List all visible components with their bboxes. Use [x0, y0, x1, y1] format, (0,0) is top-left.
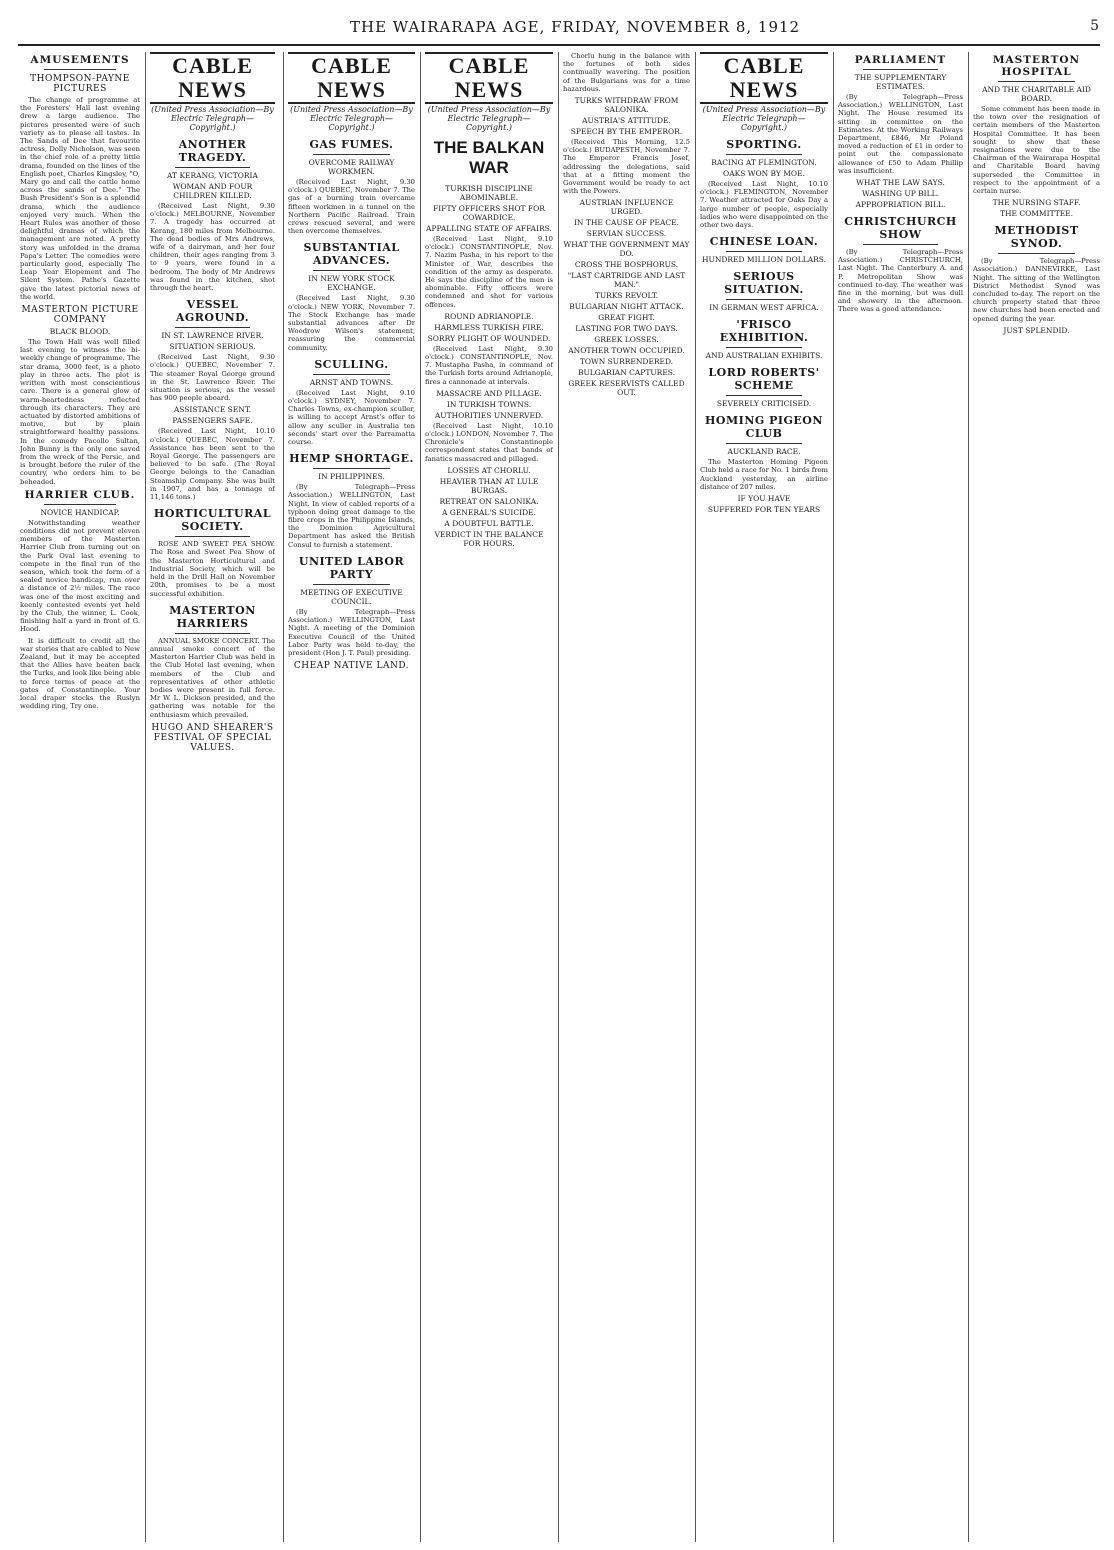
heading-rule [863, 244, 938, 245]
press-credit: (United Press Association—By Electric Telegraph—Copyright.) [702, 105, 826, 132]
article-heading: SPORTING. [726, 138, 802, 151]
article-text [563, 52, 690, 93]
article-heading: AUSTRIAN INFLUENCE URGED. [579, 198, 674, 217]
article-text [288, 483, 415, 549]
press-credit: (United Press Association—By Electric Telegraph—Copyright.) [151, 105, 274, 132]
article-text [20, 637, 140, 711]
article-text [425, 422, 553, 463]
article-text [288, 608, 415, 657]
article-heading: THE NURSING STAFF. [992, 198, 1081, 208]
cable-news-heading: CABLE NEWS [700, 52, 828, 104]
article-heading: FIFTY OFFICERS SHOT FOR COWARDICE. [433, 204, 545, 222]
article-text [20, 338, 140, 486]
article-heading: "LAST CARTRIDGE AND LAST MAN." [567, 271, 686, 290]
article-heading: SUFFERED FOR TEN YEARS [707, 505, 821, 515]
column-6 [700, 52, 828, 1542]
article-text [150, 540, 275, 597]
article-paragraph: (Received Last Night, 9.10 o'clock.) SYDNEY, November 7. Charles Towns, ex-champion sculler, is willing to accept Arnst's offer to allow any sculler in Australia ten seconds' start over the Parramatta course. [288, 388, 415, 447]
article-paragraph: (Received This Morning, 12.5 o'clock.) BUDAPESTH, November 7. The Emperor Francis Josef, addressing the delegations, said that at a fitting moment the Government would be ready to act with the Powers. [563, 138, 690, 196]
heading-rule [313, 154, 389, 155]
article-heading: APPALLING STATE OF AFFAIRS. [426, 224, 552, 233]
article-heading: TURKS WITHDRAW FROM SALONIKA. [574, 96, 679, 115]
column-8 [973, 52, 1100, 1542]
article-heading: SORRY PLIGHT OF WOUNDED. [427, 333, 551, 343]
article-text [288, 389, 415, 446]
heading-rule [726, 251, 803, 252]
article-heading: LASTING FOR TWO DAYS. [575, 324, 678, 334]
heading-rule [44, 504, 116, 505]
article-heading: ROUND ADRIANOPLE. [444, 311, 534, 321]
cable-news-heading: CABLE NEWS [150, 52, 275, 104]
heading-rule [726, 443, 803, 444]
column-divider [695, 52, 696, 1542]
column-divider [558, 52, 559, 1542]
article-heading: ANOTHER TRAGEDY. [178, 138, 247, 164]
article-text [838, 93, 963, 175]
article-heading: AND AUSTRALIAN EXHIBITS. [705, 351, 823, 361]
article-heading: SERVIAN SUCCESS. [586, 229, 667, 239]
heading-rule [175, 167, 250, 168]
article-heading: CHINESE LOAN. [709, 235, 819, 249]
press-credit: (United Press Association—By Electric Telegraph—Copyright.) [427, 105, 551, 132]
article-heading: CROSS THE BOSPHORUS. [574, 260, 679, 270]
article-paragraph: (Received Last Night, 10.10 o'clock.) FLEMINGTON, November 7. Weather attracted for Oaks Day a large number of people, especially ladies who were disappointed on the other two days. [700, 180, 828, 230]
heading-rule [998, 253, 1074, 254]
column-3 [288, 52, 415, 1542]
heading-rule [175, 536, 250, 537]
article-heading: PASSENGERS SAFE. [172, 416, 253, 426]
article-heading: AUSTRIA'S ATTITUDE. [582, 116, 671, 126]
heading-rule [313, 270, 389, 271]
article-heading: RETREAT ON SALONIKA. [439, 496, 539, 506]
article-heading: BULGARIAN NIGHT ATTACK. [569, 302, 684, 312]
article-heading: SERIOUS SITUATION. [724, 270, 804, 297]
article-heading: SPEECH BY THE EMPEROR. [570, 127, 683, 137]
article-heading: IN PHILIPPINES. [318, 472, 385, 482]
article-heading: HUNDRED MILLION DOLLARS. [701, 255, 827, 265]
article-text [150, 353, 275, 402]
article-heading: MASSACRE AND PILLAGE. [436, 388, 542, 398]
article-heading: GREEK RESERVISTS CALLED OUT. [568, 379, 685, 398]
article-heading: 'FRISCO EXHIBITION. [719, 318, 809, 345]
article-heading: WOMAN AND FOUR CHILDREN KILLED. [172, 182, 253, 200]
article-heading: IF YOU HAVE [737, 494, 791, 504]
article-paragraph: The Town Hall was well filled last evening to witness the bi-weekly change of programme. The star drama, 3000 feet, is a photo play in three acts. The plot is written with most conscientious care. There is a general glow of warm-heartedness reflected through its characters. They are actuated by distorted ambitions of motive, but by plain straightforward healthy passions. In the comedy Pacollo Sultan, John Bunny is the only one saved from the wreck of the Persic, and is brought before the ruler of the country, who orders him to be beheaded. [20, 338, 140, 486]
article-heading: MASTERTON PICTURE COMPANY [21, 305, 139, 326]
article-paragraph: The change of programme at the Foresters' Hall last evening drew a large audience. The pictures presented were of such variety as to please all tastes. In The Sands of Dee that favourite actress, Dolly Nicholson, was seen in the chief role of a pretty little drama, founded on the lines of the English poet, Charles Kingsley, "O, Mary go and call the cattle home across the sands of Dee." The Bush President's Son is a splendid drama, which the audience enjoyed very much. When the Heart Rules was another of those delightful dramas of which the management are noted. A pretty story was unfolded in the drama Papa's Letter. The comedies were particularly good, especially The Leap Year Elopement and The Silent System. Pathe's Gazette gave the latest pictorial news of the world. [20, 96, 140, 301]
press-credit: (United Press Association—By Electric Telegraph—Copyright.) [290, 105, 413, 132]
article-heading: VERDICT IN THE BALANCE FOR HOURS. [434, 529, 544, 548]
article-text [973, 257, 1100, 323]
article-heading: HARRIER CLUB. [24, 488, 136, 501]
article-heading: A GENERAL'S SUICIDE. [442, 507, 536, 517]
article-heading: AUTHORITIES UNNERVED. [434, 410, 544, 420]
article-text [150, 637, 275, 719]
article-paragraph: (Received Last Night, 10.10 o'clock.) QUEBEC, November 7. Assistance has been sent to the Royal George. The passengers are believed to be safe. (The Royal George belongs to the Canadian Steamship Company. She was built in 1907, and has a tonnage of 11,146 tons.) [150, 427, 275, 502]
article-paragraph: (By Telegraph—Press Association.) WELLINGTON, Last Night. In view of cabled reports of a typhoon doing great damage to the fibre crops in the Philippine Islands, the Dominion Agricultural Department has asked the British Consul to furnish a statement. [288, 483, 415, 549]
masthead-title: THE WAIRARAPA AGE, FRIDAY, NOVEMBER 8, 1912 [350, 18, 801, 36]
article-heading: MEETING OF EXECUTIVE COUNCIL. [300, 587, 403, 606]
article-heading: BLACK BLOOD. [49, 327, 111, 337]
article-paragraph: Notwithstanding weather conditions did not prevent eleven members of the Masterton Harrier Club from turning out on the Park Oval last evening to compete in the final run of the season, which took the form of a sealed novice handicap, run over a distance of 2½ miles. The race was one of the most exciting and keenly contested events yet held by the Club, the winner, L. Cook, finishing half a yard in front of G. Hood. [20, 518, 140, 634]
column-divider [968, 52, 969, 1542]
article-text [150, 427, 275, 501]
heading-rule [313, 374, 389, 375]
article-heading: AMUSEMENTS [30, 54, 130, 66]
cable-news-heading: CABLE NEWS [288, 52, 415, 104]
heading-rule [726, 395, 803, 396]
article-paragraph: (By Telegraph—Press Association.) WELLINGTON, Last Night. The House resumed its sitting in committee on the Estimates. At the Working Railways Department, £846, Mr Poland moved a reduction of £1 in order to point out the compassionate allowance of £50 to Adam Phillip was insufficient. [838, 93, 963, 175]
article-heading: JUST SPLENDID. [1003, 325, 1070, 335]
column-2 [150, 52, 275, 1542]
article-heading: OVERCOME RAILWAY WORKMEN. [308, 158, 395, 176]
article-text [700, 458, 828, 491]
article-text [838, 248, 963, 314]
article-heading: ASSISTANCE SENT. [173, 405, 252, 415]
article-heading: TURKS REVOLT. [594, 291, 659, 301]
article-text [288, 294, 415, 351]
article-paragraph: (By Telegraph—Press Association.) WELLINGTON, Last Night. A meeting of the Dominion Executive Council of the United Labor Party was held to-day, the president (Hon J. T. Paul) presiding. [288, 607, 415, 657]
article-text [20, 96, 140, 301]
heading-rule [44, 69, 116, 70]
heading-rule [726, 347, 803, 348]
article-heading: A DOUBTFUL BATTLE. [444, 518, 534, 528]
article-heading: NOVICE HANDICAP. [40, 507, 120, 517]
column-1 [20, 52, 140, 1542]
masthead-rule [18, 44, 1100, 46]
article-heading: TURKISH DISCIPLINE ABOMINABLE. [445, 184, 533, 202]
article-paragraph: (Received Last Night, 9.30 o'clock.) MELBOURNE, November 7. A tragedy has occurred at Kerang, 180 miles from Melbourne. The dead bodies of Mrs Andrews, wife of a dairyman, and her four children, their ages ranging from 3 to 9 years, were found in a bedroom. The body of Mr Andrews was found in the kitchen, shot through the heart. [150, 202, 275, 293]
article-heading: AND THE CHARITABLE AID BOARD. [982, 85, 1091, 103]
article-heading: ARNST AND TOWNS. [309, 377, 394, 387]
article-paragraph: (Received Last Night, 10.10 o'clock.) LONDON, November 7. The Chronicle's Constantinople correspondent states that bands of fanatics massacred and pillaged. [425, 421, 553, 463]
article-text [563, 138, 690, 195]
article-text [973, 105, 1100, 195]
article-heading: IN TURKISH TOWNS. [446, 399, 532, 409]
column-4 [425, 52, 553, 1542]
masthead [20, 16, 1100, 38]
column-divider [833, 52, 834, 1542]
column-divider [283, 52, 284, 1542]
heading-rule [863, 69, 938, 70]
article-heading: LORD ROBERTS' SCHEME [708, 366, 820, 393]
article-heading: HARMLESS TURKISH FIRE. [434, 322, 544, 332]
article-heading: HEMP SHORTAGE. [289, 452, 414, 466]
column-divider [420, 52, 421, 1542]
article-heading: PARLIAMENT [854, 54, 947, 66]
article-heading: HUGO AND SHEARER'S FESTIVAL OF SPECIAL VALUES. [151, 722, 274, 753]
column-7 [838, 52, 963, 1542]
article-heading: WHAT THE LAW SAYS. [856, 178, 945, 188]
article-heading: IN THE CAUSE OF PEACE. [573, 218, 680, 228]
heading-rule [998, 81, 1074, 82]
article-paragraph: The Masterton Homing Pigeon Club held a race for No. 1 birds from Auckland yesterday, an airline distance of 207 miles. [700, 458, 828, 491]
page-number: 5 [1090, 18, 1100, 34]
column-divider [145, 52, 146, 1542]
article-paragraph: (Received Last Night, 9.30 o'clock.) QUEBEC, November 7. The steamer Royal George ground in the St. Lawrence River. The situation is serious, as the vessel has 900 people aboard. [150, 353, 275, 403]
heading-rule [175, 633, 250, 634]
article-heading: THE SUPPLEMENTARY ESTIMATES. [854, 73, 947, 91]
column-5 [563, 52, 690, 1542]
heading-rule [726, 154, 803, 155]
article-heading: ANOTHER TOWN OCCUPIED. [568, 346, 685, 356]
article-heading: AUCKLAND RACE. [727, 447, 801, 457]
article-paragraph: (Received Last Night, 9.30 o'clock.) NEW YORK, November 7. The Stock Exchange has made substantial advances after Dr Woodrow Wilson's statement, reassuring the commercial community. [288, 294, 415, 352]
article-paragraph: (Received Last Night, 9.30 o'clock.) QUEBEC, November 7. The gas of a burning train overcame fifteen workmen in a tunnel on the Northern Pacific Railroad. Train crews rescued several, and were then overcome themselves. [288, 178, 415, 236]
article-heading: IN NEW YORK STOCK EXCHANGE. [308, 274, 395, 293]
article-paragraph: (By Telegraph—Press Association.) DANNEVIRKE, Last Night. The sitting of the Wellington District Methodist Synod was concluded to-day. The report on the church property stated that three new churches had been erected and opened during the year. [973, 257, 1100, 323]
article-heading: METHODIST SYNOD. [994, 224, 1079, 251]
article-heading: WASHING UP BILL. [862, 189, 939, 199]
article-paragraph: It is difficult to credit all the war stories that are cabled to New Zealand, but it may be accepted that the Allies have beaten back the Turks, and look like being able to force terms of peace at the gates of Constantinople. Your local draper stocks the Ruslyn wedding ring, Try one. [20, 636, 140, 711]
article-heading: IN GERMAN WEST AFRICA. [709, 303, 819, 313]
article-text [288, 178, 415, 235]
article-paragraph: Chorlu hung in the balance with the fortunes of both sides continually wavering. The position of the Bulgarians was for a time hazardous. [563, 52, 690, 93]
heading-rule [175, 327, 250, 328]
article-heading: GREEK LOSSES. [594, 335, 659, 345]
article-heading: MASTERTON HARRIERS [169, 603, 256, 630]
article-heading: WHAT THE GOVERNMENT MAY DO. [563, 240, 690, 259]
article-heading: CHRISTCHURCH SHOW [844, 215, 957, 242]
article-heading: SEVERELY CRITICISED. [716, 399, 812, 409]
article-heading: THE COMMITTEE. [999, 209, 1074, 219]
article-heading: RACING AT FLEMINGTON. [711, 158, 817, 167]
article-heading: SITUATION SERIOUS. [169, 342, 256, 352]
heading-rule [313, 468, 389, 469]
article-heading: BULGARIAN CAPTURES. [577, 368, 676, 378]
article-heading: GREAT FIGHT. [598, 313, 655, 323]
article-heading: HEAVIER THAN AT LULE BURGAS. [439, 476, 539, 495]
article-heading: MASTERTON HOSPITAL [992, 54, 1081, 78]
article-heading: OAKS WON BY MOE. [723, 169, 805, 178]
article-heading: THOMPSON-PAYNE PICTURES [30, 74, 130, 94]
cable-news-heading: CABLE NEWS [425, 52, 553, 104]
article-heading: VESSEL AGROUND. [175, 298, 250, 325]
article-heading: UNITED LABOR PARTY [298, 554, 405, 581]
article-paragraph: (By Telegraph—Press Association.) CHRISTCHURCH, Last Night. The Canterbury A. and P. Metropolitan Show was continued to-day. The weather was fine in the morning, but was dull and showery in the afternoon. There was a good attendance. [838, 248, 963, 314]
article-text [150, 202, 275, 292]
article-paragraph: Some comment has been made in the town over the resignation of certain members of the Masterton Hospital Committee. It has been sought to show that these resignations were due to the Chairman of the Wairarapa Hospital and Charitable Board having superseded the Committee in respect to the appointment of a certain nurse. [973, 105, 1100, 196]
article-paragraph: (Received Last Night, 9.10 o'clock.) CONSTANTINOPLE, Nov. 7. Nazim Pasha, in his report to the Minister of War, describes the condition of the army as desperate. He says the discipline of the men is abominable. Fifty officers were condemned and shot for various offences. [425, 235, 553, 309]
article-paragraph: ANNUAL SMOKE CONCERT. The annual smoke concert of the Masterton Harrier Club was held in the Club Hotel last evening, when members of the Club and representatives of other athletic bodies were present in full force. Mr W. L. Dickson presided, and the gathering was notable for the enthusiasm which prevailed. [150, 636, 275, 719]
article-heading: HORTICULTURAL SOCIETY. [153, 507, 272, 534]
article-text [425, 235, 553, 309]
article-paragraph: ROSE AND SWEET PEA SHOW. The Rose and Sweet Pea Show of the Masterton Horticultural and Industrial Society, which will be held in the Drill Hall on November 20th, promises to be a most successful exhibition. [150, 540, 275, 598]
article-text [700, 180, 828, 229]
article-text [425, 345, 553, 386]
article-heading: TOWN SURRENDERED. [579, 357, 674, 367]
article-heading: CHEAP NATIVE LAND. [293, 661, 410, 672]
heading-rule [313, 584, 389, 585]
article-heading: SCULLING. [314, 357, 389, 371]
article-heading: LOSSES AT CHORLU. [447, 465, 531, 475]
article-paragraph: (Received Last Night, 9.30 o'clock.) CONSTANTINOPLE, Nov. 7. Mustapha Pasha, in command of the Turkish forts around Adrianople, fires a cannonade at intervals. [425, 344, 553, 386]
article-heading: APPROPRIATION BILL. [855, 200, 946, 210]
article-heading: HOMING PIGEON CLUB [705, 414, 823, 441]
article-heading: THE BALKAN WAR [433, 138, 545, 177]
article-heading: SUBSTANTIAL ADVANCES. [303, 241, 400, 268]
article-heading: GAS FUMES. [309, 138, 394, 151]
article-text [20, 519, 140, 634]
heading-rule [726, 299, 803, 300]
article-heading: AT KERANG, VICTORIA [167, 171, 258, 180]
article-heading: IN ST. LAWRENCE RIVER. [161, 331, 264, 341]
